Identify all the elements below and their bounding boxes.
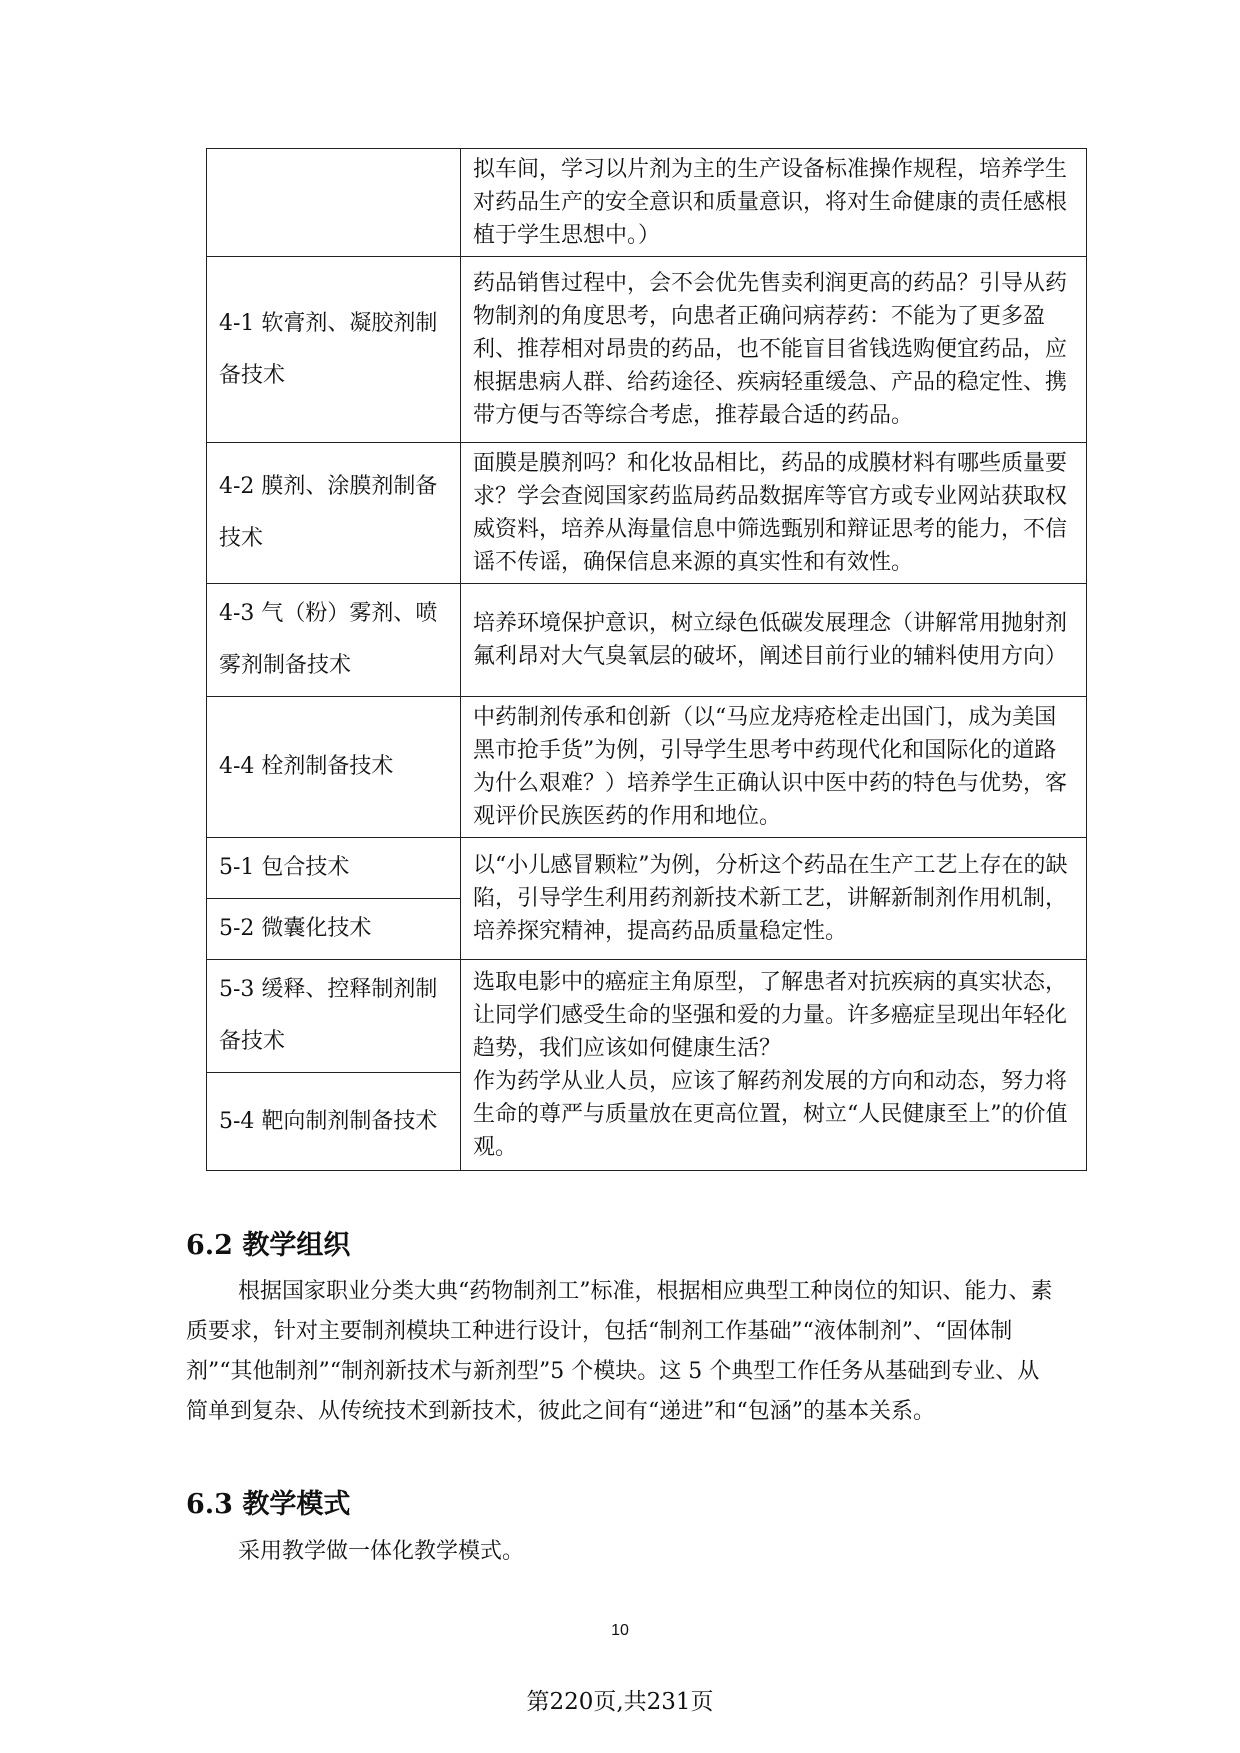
content-cell: 中药制剂传承和创新（以“马应龙痔疮栓走出国门，成为美国黑市抢手货”为例，引导学生思考中药现代化和国际化的道路为什么艰难？）培养学生正确认识中医中药的特色与优势，客观评价民族医药的作用和地位。 [461, 697, 1087, 838]
module-cell [207, 149, 461, 257]
module-cell: 5-2 微囊化技术 [207, 899, 461, 960]
content-cell: 面膜是膜剂吗？和化妆品相比，药品的成膜材料有哪些质量要求？学会查阅国家药监局药品数据库等官方或专业网站获取权威资料，培养从海量信息中筛选甄别和辩证思考的能力，不信谣不传谣，确保信息来源的真实性和有效性。 [461, 443, 1087, 584]
content-cell: 拟车间，学习以片剂为主的生产设备标准操作规程，培养学生对药品生产的安全意识和质量意识，将对生命健康的责任感根植于学生思想中。） [461, 149, 1087, 257]
module-cell: 5-4 靶向制剂制备技术 [207, 1073, 461, 1171]
teaching-mode-paragraph: 采用教学做一体化教学模式。 [238, 1539, 525, 1564]
module-cell: 4-2 膜剂、涂膜剂制备技术 [207, 443, 461, 584]
module-cell: 4-3 气（粉）雾剂、喷雾剂制备技术 [207, 584, 461, 697]
module-cell: 5-3 缓释、控释制剂制备技术 [207, 960, 461, 1073]
content-paragraph: 选取电影中的癌症主角原型，了解患者对抗疾病的真实状态，让同学们感受生命的坚强和爱的力量。许多癌症呈现出年轻化趋势，我们应该如何健康生活？ [473, 970, 1068, 1061]
content-cell [461, 960, 1087, 1171]
page-number: 10 [611, 1622, 629, 1639]
table-row [207, 838, 1087, 899]
content-cell: 培养环境保护意识，树立绿色低碳发展理念（讲解常用抛射剂氟利昂对大气臭氧层的破坏，阐述目前行业的辅料使用方向） [461, 584, 1087, 697]
table-row [207, 149, 1087, 257]
table-row [207, 960, 1087, 1073]
section-heading-teaching-mode: 6.3 教学模式 [186, 1489, 351, 1520]
curriculum-table-container [206, 148, 1086, 1171]
content-paragraph: 作为药学从业人员，应该了解药剂发展的方向和动态，努力将生命的尊严与质量放在更高位置，树立“人民健康至上”的价值观。 [473, 1069, 1068, 1160]
teaching-organization-paragraph: 根据国家职业分类大典“药物制剂工”标准，根据相应典型工种岗位的知识、能力、素质要求，针对主要制剂模块工种进行设计，包括“制剂工作基础”“液体制剂”、“固体制剂”“其他制剂”“制剂新技术与新剂型”5 个模块。这 5 个典型工作任务从基础到专业、从简单到复杂、从传统技术到新技术，彼此之间有“递进”和“包涵”的基本关系。 [186, 1279, 1053, 1424]
table-row [207, 257, 1087, 443]
module-cell: 5-1 包合技术 [207, 838, 461, 899]
table-row [207, 584, 1087, 697]
module-cell: 4-1 软膏剂、凝胶剂制备技术 [207, 257, 461, 443]
ideological-content-table [206, 148, 1087, 1171]
module-cell: 4-4 栓剂制备技术 [207, 697, 461, 838]
table-row [207, 443, 1087, 584]
page-footer: 第220页,共231页 [526, 1689, 714, 1715]
table-row [207, 697, 1087, 838]
section-heading-teaching-organization: 6.2 教学组织 [186, 1230, 351, 1261]
content-cell: 药品销售过程中，会不会优先售卖利润更高的药品？引导从药物制剂的角度思考，向患者正确问病荐药：不能为了更多盈利、推荐相对昂贵的药品，也不能盲目省钱选购便宜药品，应根据患病人群、给药途径、疾病轻重缓急、产品的稳定性、携带方便与否等综合考虑，推荐最合适的药品。 [461, 257, 1087, 443]
content-cell: 以“小儿感冒颗粒”为例，分析这个药品在生产工艺上存在的缺陷，引导学生利用药剂新技术新工艺，讲解新制剂作用机制，培养探究精神，提高药品质量稳定性。 [461, 838, 1087, 960]
